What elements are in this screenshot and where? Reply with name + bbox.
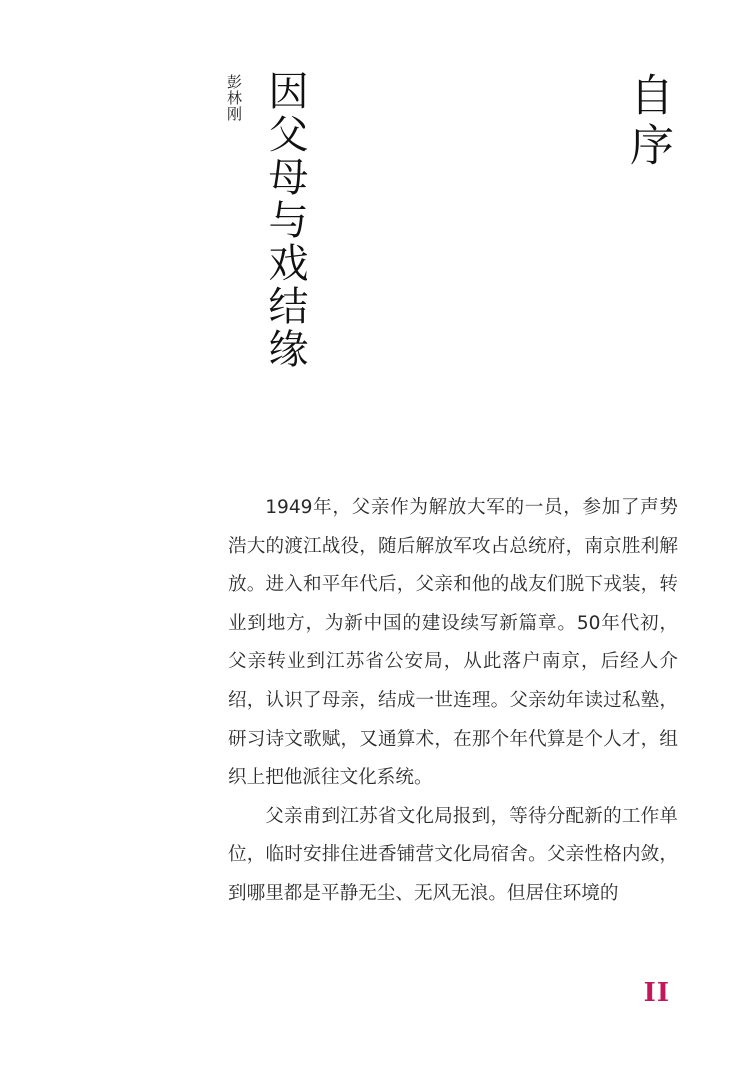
body-text <box>228 489 678 914</box>
author-name: 彭林刚 <box>225 74 243 122</box>
section-label: 自序 <box>622 72 673 172</box>
paragraph: 1949年，父亲作为解放大军的一员，参加了声势浩大的渡江战役，随后解放军攻占总统府，南京胜利解放。进入和平年代后，父亲和他的战友们脱下戎装，转业到地方，为新中国的建设续写新篇章。50年代初，父亲转业到江苏省公安局，从此落户南京，后经人介绍，认识了母亲，结成一世连理。父亲幼年读过私塾，研习诗文歌赋，又通算术，在那个年代算是个人才，组织上把他派往文化系统。 <box>228 497 678 789</box>
page-number: II <box>643 978 670 1008</box>
paragraph: 父亲甫到江苏省文化局报到，等待分配新的工作单位，临时安排住进香铺营文化局宿舍。父亲性格内敛，到哪里都是平静无尘、无风无浪。但居住环境的 <box>228 805 678 904</box>
article-title: 因父母与戏结缘 <box>262 70 308 371</box>
